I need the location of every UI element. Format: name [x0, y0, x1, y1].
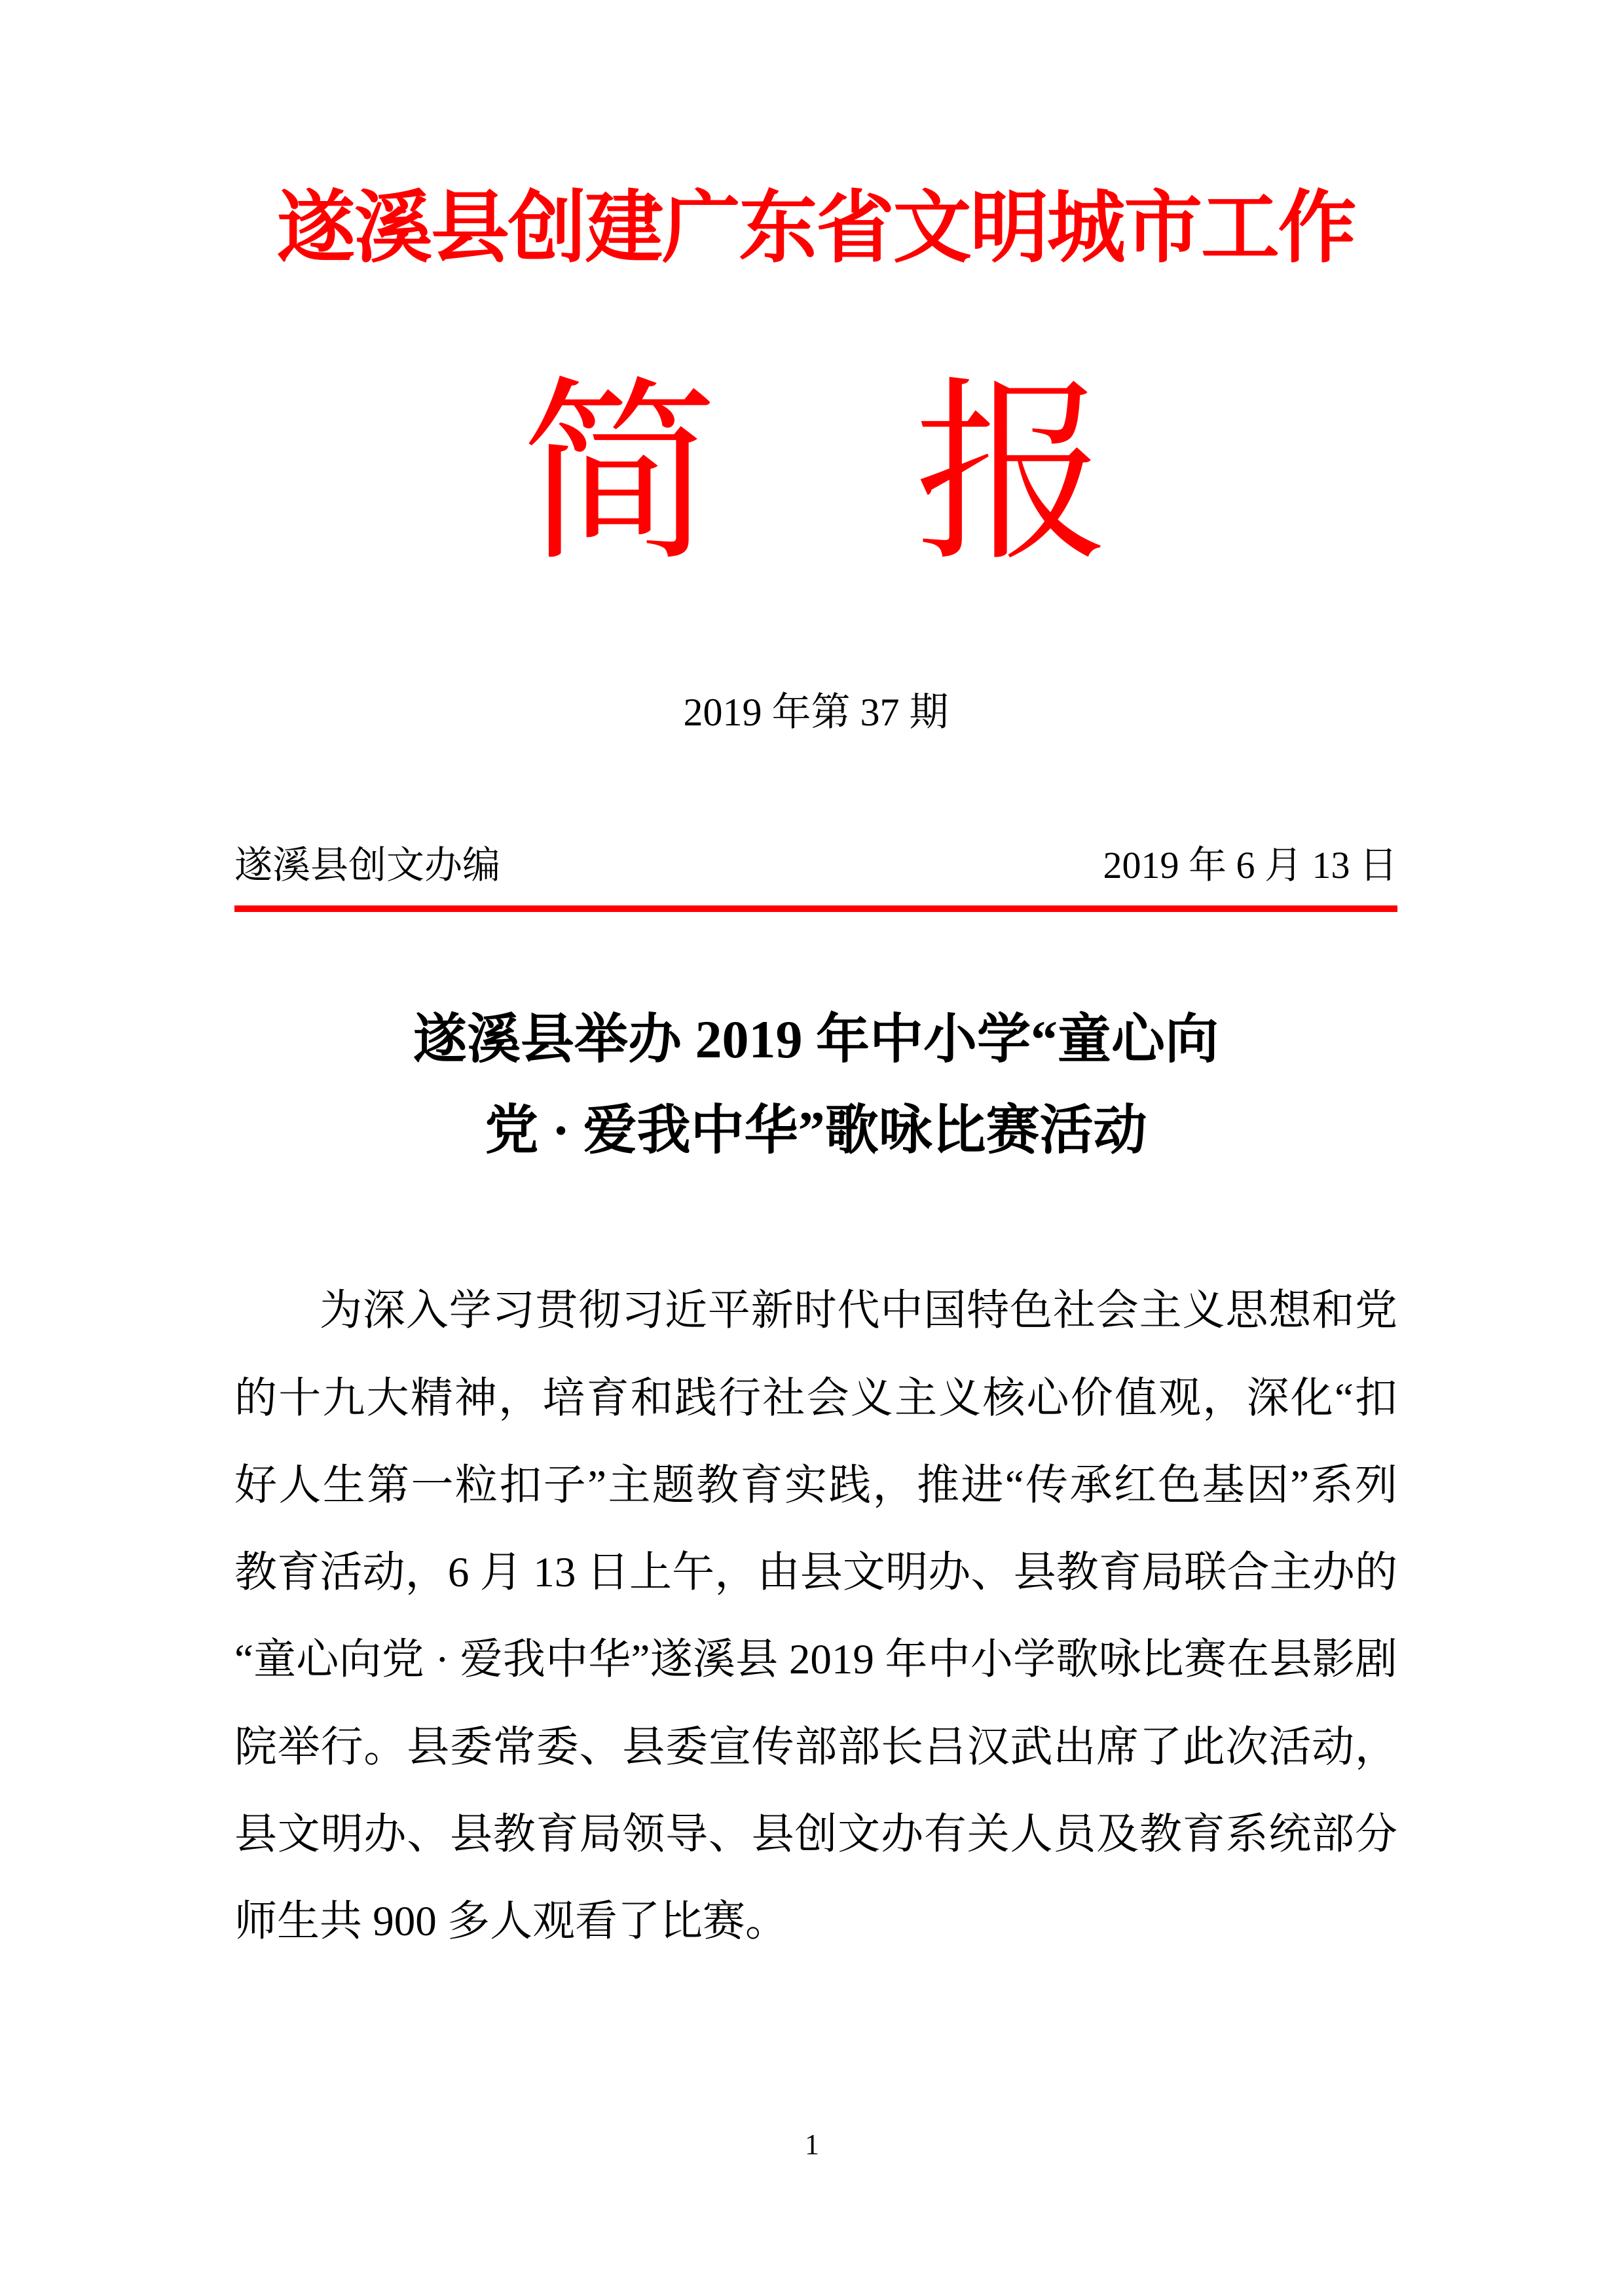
bulletin-masthead: 简 报 [521, 367, 1111, 584]
bulletin-org-title: 遂溪县创建广东省文明城市工作 [276, 184, 1356, 272]
issue-number: 2019 年第 37 期 [683, 691, 949, 734]
page-number: 1 [805, 2128, 819, 2160]
page-content [0, 177, 1624, 1965]
red-divider-line [234, 905, 1397, 912]
article-title [234, 994, 1397, 1176]
editor-date-row [234, 842, 1397, 890]
editor-label: 遂溪县创文办编 [234, 844, 501, 886]
article-title-line1: 遂溪县举办 2019 年中小学“童心向 [413, 1009, 1219, 1069]
publish-date: 2019 年 6 月 13 日 [1103, 844, 1397, 886]
article-body-paragraph: 为深入学习贯彻习近平新时代中国特色社会主义思想和党的十九大精神，培育和践行社会义主义核心价值观，深化“扣好人生第一粒扣子”主题教育实践，推进“传承红色基因”系列教育活动，6 月 13 日上午，由县文明办、县教育局联合主办的“童心向党 · 爱我中华”遂溪县 2019 年中小学歌咏比赛在县影剧院举行。县委常委、县委宣传部部长吕汉武出席了此次活动，县文明办、县教育局领导、县创文办有关人员及教育系统部分师生共 900 多人观看了比赛。 [234, 1287, 1397, 1946]
article-title-line2: 党 · 爱我中华”歌咏比赛活动 [485, 1100, 1147, 1160]
